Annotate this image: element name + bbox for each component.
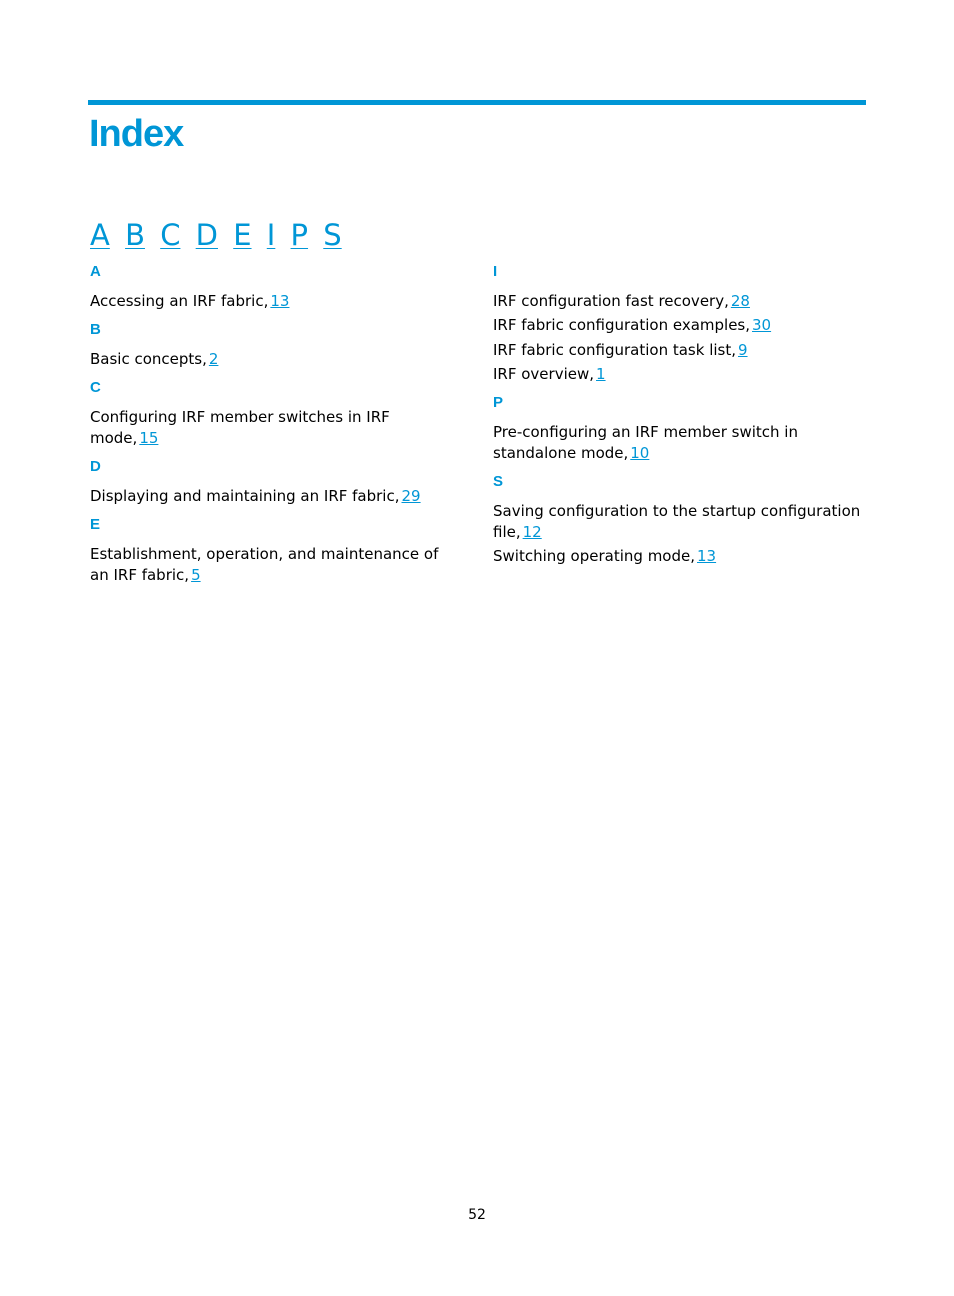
index-column-right xyxy=(493,258,863,570)
index-entry xyxy=(493,501,863,543)
page-link[interactable]: 5 xyxy=(191,566,201,584)
index-entry xyxy=(493,340,863,361)
letter-link-b[interactable]: B xyxy=(125,218,145,252)
section-heading: B xyxy=(90,321,101,338)
index-entry xyxy=(90,291,460,312)
section-heading: P xyxy=(493,393,504,411)
section-heading: C xyxy=(90,379,101,396)
index-entry xyxy=(493,315,863,336)
page-link[interactable]: 28 xyxy=(730,292,750,310)
index-section-p xyxy=(493,393,863,464)
page-link[interactable]: 13 xyxy=(270,292,290,310)
index-column-left xyxy=(90,258,460,589)
letter-link-s[interactable]: S xyxy=(323,218,342,252)
entry-text: IRF fabric configuration examples, xyxy=(493,316,750,335)
page-link[interactable]: 9 xyxy=(738,340,748,359)
section-heading: D xyxy=(90,458,101,475)
letter-link-e[interactable]: E xyxy=(233,218,252,252)
page-link[interactable]: 30 xyxy=(752,316,772,335)
page-number: 52 xyxy=(468,1207,486,1223)
entry-text: Establishment, operation, and maintenance of an IRF fabric, xyxy=(90,545,439,584)
section-heading: A xyxy=(90,263,101,280)
page-link[interactable]: 29 xyxy=(401,487,421,505)
page-title: Index xyxy=(89,113,184,155)
index-section-b xyxy=(90,320,460,370)
index-entry xyxy=(90,486,460,507)
letter-link-i[interactable]: I xyxy=(266,218,276,252)
entry-text: Pre-configuring an IRF member switch in standalone mode, xyxy=(493,422,798,462)
index-entry xyxy=(493,364,863,385)
section-heading: S xyxy=(493,472,504,490)
letter-link-p[interactable]: P xyxy=(290,218,309,252)
entry-text: Displaying and maintaining an IRF fabric, xyxy=(90,487,400,505)
letter-navigation xyxy=(90,216,348,256)
index-section-c xyxy=(90,378,460,449)
entry-text: Switching operating mode, xyxy=(493,547,695,566)
page-link[interactable]: 13 xyxy=(697,547,717,566)
page-link[interactable]: 12 xyxy=(522,522,542,541)
entry-text: IRF fabric configuration task list, xyxy=(493,340,736,359)
index-section-d xyxy=(90,457,460,507)
letter-link-c[interactable]: C xyxy=(160,218,181,252)
index-section-e xyxy=(90,515,460,586)
letter-link-a[interactable]: A xyxy=(90,218,110,252)
page-link[interactable]: 2 xyxy=(208,350,219,368)
index-entry xyxy=(90,407,460,449)
entry-text: Basic concepts, xyxy=(90,350,207,368)
page-link[interactable]: 15 xyxy=(139,429,159,447)
entry-text: IRF configuration fast recovery, xyxy=(493,292,729,310)
index-entry xyxy=(90,349,460,370)
entry-text: Accessing an IRF fabric, xyxy=(90,292,269,310)
entry-text: IRF overview, xyxy=(493,364,595,383)
section-heading: I xyxy=(493,263,498,280)
page-link[interactable]: 1 xyxy=(596,364,606,383)
index-section-i xyxy=(493,262,863,385)
index-section-a xyxy=(90,262,460,312)
index-entry xyxy=(493,422,863,464)
index-entry xyxy=(90,544,460,586)
title-rule xyxy=(88,100,866,105)
section-heading: E xyxy=(90,516,101,533)
index-entry xyxy=(493,291,863,312)
entry-text: Configuring IRF member switches in IRF mode, xyxy=(90,408,390,447)
page-link[interactable]: 10 xyxy=(630,443,650,462)
index-section-s xyxy=(493,472,863,567)
letter-link-d[interactable]: D xyxy=(195,218,218,252)
index-entry xyxy=(493,546,863,567)
entry-text: Saving configuration to the startup configuration file, xyxy=(493,501,861,541)
